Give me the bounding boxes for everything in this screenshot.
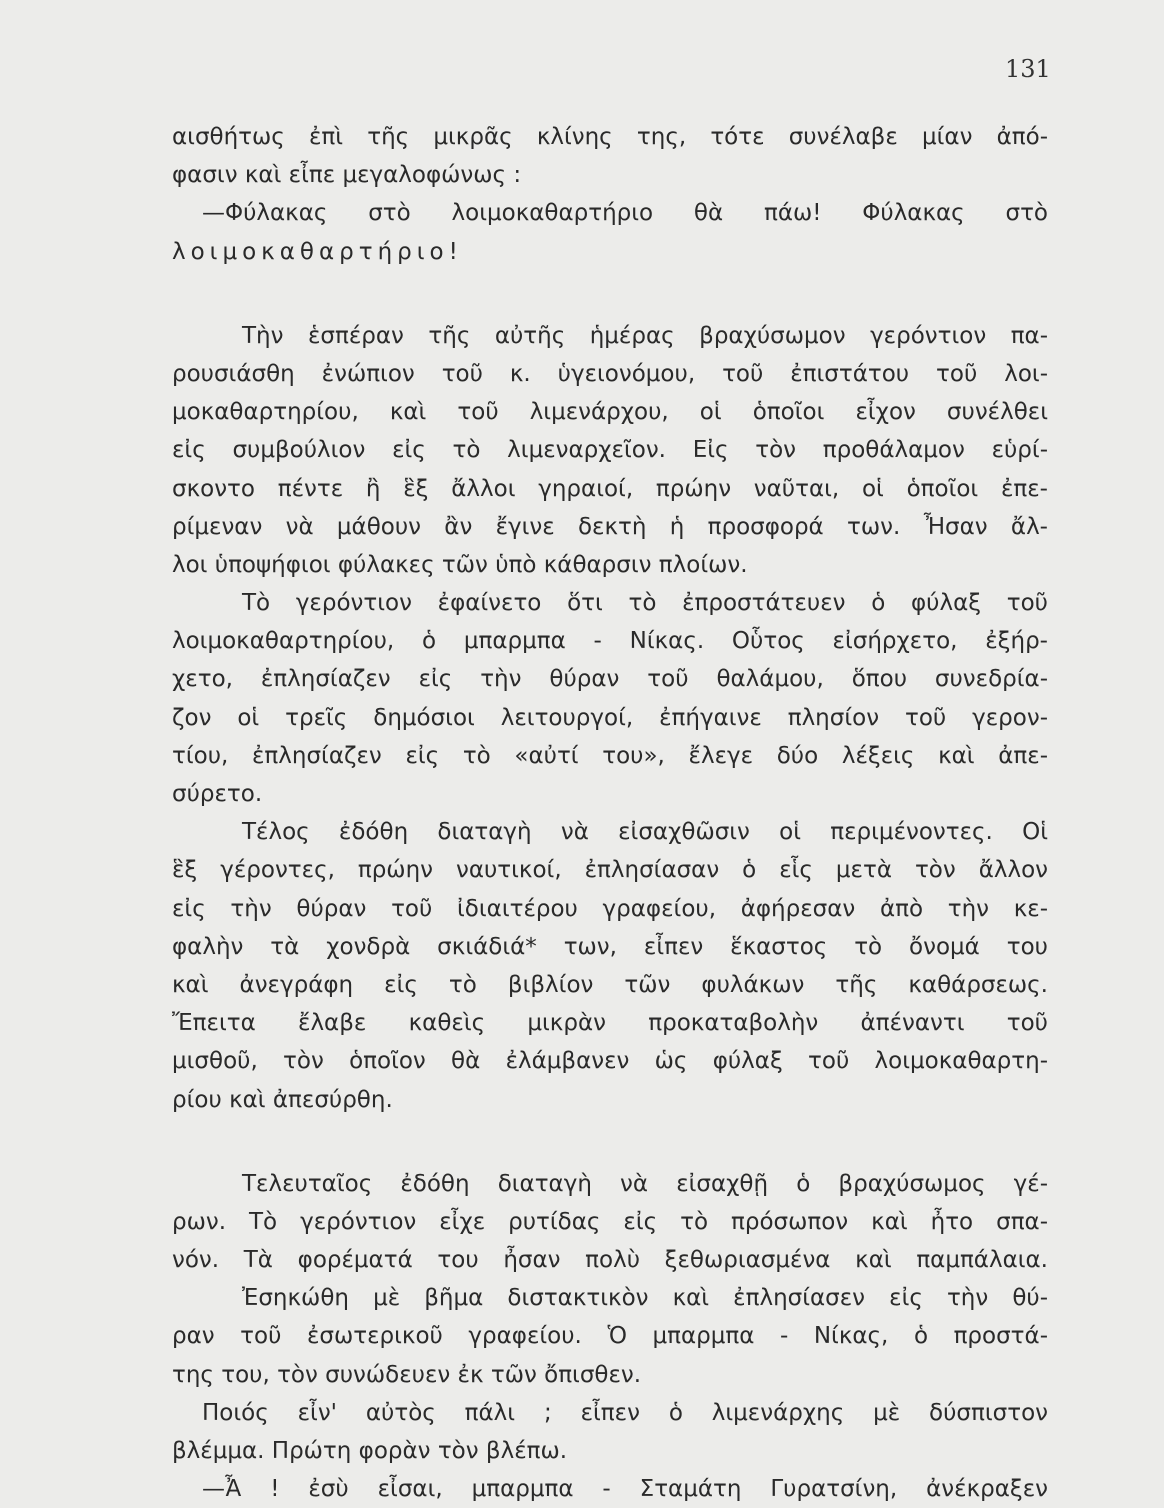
text-line: σκοντο πέντε ἢ ἓξ ἄλλοι γηραιοί, πρώην ναῦται, οἱ ὁποῖοι ἐπε- bbox=[172, 475, 1048, 502]
text-line: νόν. Τὰ φορέματά του ἦσαν πολὺ ξεθωριασμένα καὶ παμπάλαια. bbox=[172, 1247, 1048, 1274]
paragraph-gap bbox=[172, 1119, 1048, 1165]
text-line: Ποιός εἶν' αὐτὸς πάλι ; εἶπεν ὁ λιμενάρχης μὲ δύσπιστον bbox=[202, 1399, 1048, 1426]
text-line: λοιμοκαθαρτήριο! bbox=[172, 238, 463, 265]
text-line: ρίου καὶ ἀπεσύρθη. bbox=[172, 1086, 393, 1113]
text-line: χετο, ἐπλησίαζεν εἰς τὴν θύραν τοῦ θαλάμου, ὅπου συνεδρία- bbox=[172, 666, 1048, 693]
text-line: Τὴν ἑσπέραν τῆς αὐτῆς ἡμέρας βραχύσωμον γερόντιον πα- bbox=[242, 322, 1048, 349]
text-line: Τελευταῖος ἐδόθη διαταγὴ νὰ εἰσαχθῇ ὁ βραχύσωμος γέ- bbox=[242, 1170, 1048, 1197]
text-line: σύρετο. bbox=[172, 781, 263, 807]
text-line: φασιν καὶ εἶπε μεγαλοφώνως : bbox=[172, 162, 522, 189]
text-line: ρίμεναν νὰ μάθουν ἂν ἔγινε δεκτὴ ἡ προσφορά των. Ἦσαν ἄλ- bbox=[172, 513, 1048, 540]
text-line: αισθήτως ἐπὶ τῆς μικρᾶς κλίνης της, τότε συνέλαβε μίαν ἀπό- bbox=[172, 124, 1048, 150]
text-line: ρων. Τὸ γερόντιον εἶχε ρυτίδας εἰς τὸ πρόσωπον καὶ ἦτο σπα- bbox=[172, 1208, 1048, 1235]
text-line: Ἔπειτα ἔλαβε καθεὶς μικρὰν προκαταβολὴν ἀπέναντι τοῦ bbox=[172, 1010, 1048, 1037]
text-line: της του, τὸν συνώδευεν ἐκ τῶν ὄπισθεν. bbox=[172, 1361, 642, 1388]
text-body bbox=[172, 118, 1048, 1508]
page-number: 131 bbox=[1005, 55, 1051, 83]
paragraph-gap bbox=[172, 271, 1048, 317]
text-line: εἰς συμβούλιον εἰς τὸ λιμεναρχεῖον. Εἰς τὸν προθάλαμον εὑρί- bbox=[172, 437, 1048, 464]
text-line: —Φύλακας στὸ λοιμοκαθαρτήριο θὰ πάω! Φύλακας στὸ bbox=[202, 200, 1048, 227]
text-line: Τέλος ἐδόθη διαταγὴ νὰ εἰσαχθῶσιν οἱ περιμένοντες. Οἱ bbox=[242, 819, 1048, 846]
text-line: λοι ὑποψήφιοι φύλακες τῶν ὑπὸ κάθαρσιν πλοίων. bbox=[172, 551, 748, 578]
text-line: ἓξ γέροντες, πρώην ναυτικοί, ἐπλησίασαν ὁ εἷς μετὰ τὸν ἄλλον bbox=[172, 857, 1048, 884]
text-line: εἰς τὴν θύραν τοῦ ἰδιαιτέρου γραφείου, ἀφήρεσαν ἀπὸ τὴν κε- bbox=[172, 895, 1048, 922]
text-line: ρουσιάσθη ἐνώπιον τοῦ κ. ὑγειονόμου, τοῦ ἐπιστάτου τοῦ λοι- bbox=[172, 360, 1048, 387]
text-line: καὶ ἀνεγράφη εἰς τὸ βιβλίον τῶν φυλάκων τῆς καθάρσεως. bbox=[172, 971, 1048, 998]
text-line: μοκαθαρτηρίου, καὶ τοῦ λιμενάρχου, οἱ ὁποῖοι εἶχον συνέλθει bbox=[172, 399, 1048, 426]
text-line: μισθοῦ, τὸν ὁποῖον θὰ ἐλάμβανεν ὡς φύλαξ τοῦ λοιμοκαθαρτη- bbox=[172, 1048, 1048, 1075]
text-line: τίου, ἐπλησίαζεν εἰς τὸ «αὐτί του», ἔλεγε δύο λέξεις καὶ ἀπε- bbox=[172, 742, 1048, 769]
text-line: βλέμμα. Πρώτη φορὰν τὸν βλέπω. bbox=[172, 1438, 568, 1464]
text-line: Τὸ γερόντιον ἐφαίνετο ὅτι τὸ ἐπροστάτευεν ὁ φύλαξ τοῦ bbox=[242, 590, 1048, 617]
text-line: ραν τοῦ ἐσωτερικοῦ γραφείου. Ὁ μπαρμπα - Νίκας, ὁ προστά- bbox=[172, 1323, 1048, 1350]
text-line: Ἐσηκώθη μὲ βῆμα διστακτικὸν καὶ ἐπλησίασεν εἰς τὴν θύ- bbox=[242, 1285, 1048, 1312]
text-line: φαλὴν τὰ χονδρὰ σκιάδιά* των, εἶπεν ἕκαστος τὸ ὄνομά του bbox=[172, 933, 1048, 960]
text-line: —Ἆ ! ἐσὺ εἶσαι, μπαρμπα - Σταμάτη Γυρατσίνη, ἀνέκραξεν bbox=[202, 1476, 1048, 1503]
text-line: ζον οἱ τρεῖς δημόσιοι λειτουργοί, ἐπήγαινε πλησίον τοῦ γερον- bbox=[172, 704, 1048, 731]
text-line: λοιμοκαθαρτηρίου, ὁ μπαρμπα - Νίκας. Οὗτος εἰσήρχετο, ἐξήρ- bbox=[172, 628, 1048, 655]
